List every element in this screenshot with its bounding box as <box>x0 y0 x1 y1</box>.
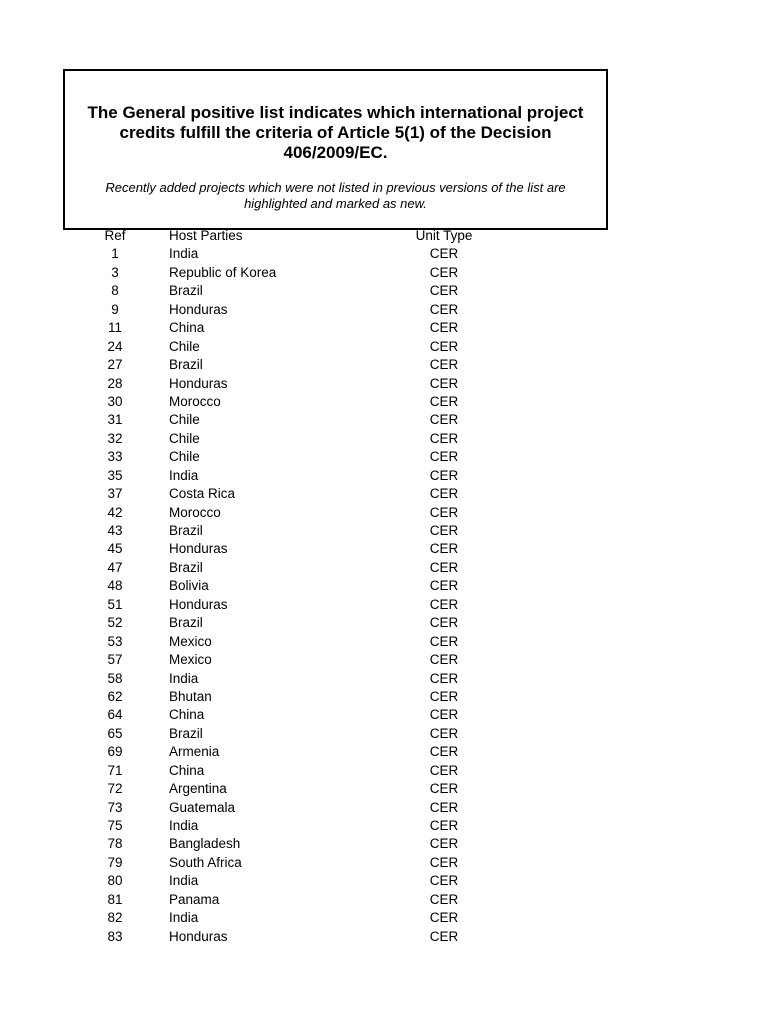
cell-ref: 11 <box>107 320 122 336</box>
cell-unit-type: CER <box>429 338 459 354</box>
cell-ref: 32 <box>107 430 123 446</box>
table-row <box>0 596 768 614</box>
cell-unit-type: CER <box>429 578 459 594</box>
cell-unit-type: CER <box>429 633 459 649</box>
document-title: The General positive list indicates which international project credits fulfill the criteria of Article 5(1) of the Decision 406/2009/EC. <box>87 103 584 162</box>
cell-unit-type: CER <box>429 264 459 280</box>
table-row <box>0 872 768 890</box>
cell-host-party: Chile <box>169 449 200 465</box>
cell-host-party: Argentina <box>169 781 227 797</box>
cell-host-party: Morocco <box>169 393 221 409</box>
table-row <box>0 891 768 909</box>
cell-host-party: Mexico <box>169 652 212 668</box>
positive-list-table <box>0 227 768 946</box>
cell-ref: 58 <box>107 670 123 686</box>
cell-host-party: Brazil <box>169 559 203 575</box>
cell-ref: 81 <box>107 891 123 907</box>
table-row <box>0 725 768 743</box>
table-row <box>0 854 768 872</box>
cell-host-party: China <box>169 762 205 778</box>
table-row <box>0 430 768 448</box>
cell-unit-type: CER <box>429 725 459 741</box>
cell-ref: 28 <box>107 375 123 391</box>
cell-ref: 42 <box>107 504 123 520</box>
cell-ref: 31 <box>107 412 123 428</box>
table-row <box>0 633 768 651</box>
cell-unit-type: CER <box>429 486 459 502</box>
table-row <box>0 485 768 503</box>
cell-unit-type: CER <box>429 781 459 797</box>
cell-ref: 35 <box>107 467 123 483</box>
table-row <box>0 522 768 540</box>
table-row <box>0 909 768 927</box>
cell-ref: 62 <box>107 688 123 704</box>
cell-unit-type: CER <box>429 707 459 723</box>
cell-ref: 53 <box>107 633 123 649</box>
cell-ref: 24 <box>107 338 123 354</box>
table-row <box>0 356 768 374</box>
cell-ref: 83 <box>107 928 123 944</box>
table-row <box>0 264 768 282</box>
table-row <box>0 245 768 263</box>
table-row <box>0 448 768 466</box>
cell-unit-type: CER <box>429 854 459 870</box>
cell-host-party: India <box>169 910 199 926</box>
cell-host-party: India <box>169 467 199 483</box>
cell-host-party: Honduras <box>169 375 228 391</box>
cell-unit-type: CER <box>429 818 459 833</box>
table-row <box>0 467 768 485</box>
table-row <box>0 928 768 946</box>
cell-host-party: South Africa <box>169 854 242 870</box>
cell-ref: 71 <box>107 762 123 778</box>
cell-host-party: Honduras <box>169 301 228 317</box>
cell-host-party: Chile <box>169 412 200 428</box>
document-subtitle: Recently added projects which were not listed in previous versions of the list are highlighted and marked as new. <box>105 180 566 211</box>
table-row <box>0 540 768 558</box>
cell-ref: 69 <box>107 744 123 760</box>
cell-host-party: Honduras <box>169 541 228 557</box>
table-row <box>0 393 768 411</box>
cell-ref: 57 <box>107 652 123 668</box>
cell-ref: 9 <box>111 301 119 317</box>
cell-ref: 3 <box>111 264 119 280</box>
cell-unit-type: CER <box>429 375 459 391</box>
cell-host-party: Bangladesh <box>169 836 241 852</box>
cell-ref: 79 <box>107 854 123 870</box>
cell-unit-type: CER <box>429 541 459 557</box>
table-row <box>0 835 768 853</box>
cell-unit-type: CER <box>429 762 459 778</box>
cell-ref: 47 <box>107 559 123 575</box>
cell-ref: 48 <box>107 578 123 594</box>
cell-unit-type: CER <box>429 928 459 944</box>
table-row <box>0 338 768 356</box>
cell-ref: 30 <box>107 393 123 409</box>
cell-ref: 43 <box>107 523 123 538</box>
cell-host-party: Panama <box>169 891 220 907</box>
cell-ref: 64 <box>107 707 123 723</box>
cell-host-party: Brazil <box>169 523 203 538</box>
table-row <box>0 670 768 688</box>
table-row <box>0 743 768 761</box>
cell-unit-type: CER <box>429 891 459 907</box>
cell-host-party: Costa Rica <box>169 486 236 502</box>
cell-host-party: Bolivia <box>169 578 209 594</box>
cell-unit-type: CER <box>429 467 459 483</box>
cell-host-party: Brazil <box>169 357 203 373</box>
cell-host-party: Brazil <box>169 283 203 299</box>
cell-host-party: Morocco <box>169 504 221 520</box>
table-row <box>0 375 768 393</box>
table-row <box>0 559 768 577</box>
cell-unit-type: CER <box>429 357 459 373</box>
cell-unit-type: CER <box>429 799 459 815</box>
header-box <box>63 69 608 230</box>
table-row <box>0 651 768 669</box>
cell-unit-type: CER <box>429 449 459 465</box>
cell-unit-type: CER <box>429 910 459 926</box>
cell-host-party: Guatemala <box>169 799 236 815</box>
cell-unit-type: CER <box>429 283 459 299</box>
table-row <box>0 706 768 724</box>
cell-unit-type: CER <box>429 670 459 686</box>
cell-ref: 72 <box>107 781 123 797</box>
cell-unit-type: CER <box>429 652 459 668</box>
cell-host-party: Mexico <box>169 633 212 649</box>
table-row <box>0 282 768 300</box>
cell-host-party: China <box>169 707 205 723</box>
cell-host-party: Chile <box>169 338 200 354</box>
cell-ref: 33 <box>107 449 123 465</box>
cell-host-party: China <box>169 320 205 336</box>
cell-host-party: India <box>169 818 199 833</box>
cell-host-party: Brazil <box>169 615 203 631</box>
cell-ref: 80 <box>107 873 123 889</box>
table-row <box>0 762 768 780</box>
cell-host-party: Chile <box>169 430 200 446</box>
cell-unit-type: CER <box>429 246 459 262</box>
cell-host-party: Republic of Korea <box>169 264 277 280</box>
cell-unit-type: CER <box>429 615 459 631</box>
cell-host-party: Honduras <box>169 596 228 612</box>
cell-ref: 82 <box>107 910 123 926</box>
table-row <box>0 411 768 429</box>
cell-unit-type: CER <box>429 320 459 336</box>
cell-unit-type: CER <box>429 688 459 704</box>
cell-host-party: Armenia <box>169 744 220 760</box>
cell-unit-type: CER <box>429 559 459 575</box>
table-body <box>0 245 768 946</box>
cell-ref: 75 <box>107 818 123 833</box>
cell-unit-type: CER <box>429 873 459 889</box>
cell-unit-type: CER <box>429 430 459 446</box>
cell-host-party: Brazil <box>169 725 203 741</box>
cell-ref: 45 <box>107 541 123 557</box>
table-row <box>0 688 768 706</box>
cell-unit-type: CER <box>429 744 459 760</box>
column-header-ref: Ref <box>104 228 126 243</box>
table-row <box>0 614 768 632</box>
table-row <box>0 577 768 595</box>
table-header-row <box>0 227 768 245</box>
cell-ref: 27 <box>107 357 123 373</box>
cell-ref: 78 <box>107 836 123 852</box>
table-row <box>0 301 768 319</box>
cell-unit-type: CER <box>429 836 459 852</box>
cell-host-party: India <box>169 873 199 889</box>
cell-host-party: India <box>169 246 199 262</box>
column-header-unit-type: Unit Type <box>415 228 473 243</box>
cell-ref: 52 <box>107 615 123 631</box>
cell-unit-type: CER <box>429 523 459 538</box>
cell-unit-type: CER <box>429 596 459 612</box>
table-row <box>0 817 768 835</box>
cell-ref: 8 <box>111 283 119 299</box>
table-row <box>0 780 768 798</box>
cell-unit-type: CER <box>429 504 459 520</box>
cell-ref: 51 <box>107 596 123 612</box>
table-row <box>0 319 768 337</box>
cell-host-party: Bhutan <box>169 688 212 704</box>
cell-unit-type: CER <box>429 393 459 409</box>
cell-ref: 65 <box>107 725 123 741</box>
table-row <box>0 504 768 522</box>
column-header-host-parties: Host Parties <box>169 228 243 243</box>
cell-ref: 73 <box>107 799 123 815</box>
table-row <box>0 799 768 817</box>
cell-host-party: Honduras <box>169 928 228 944</box>
cell-unit-type: CER <box>429 412 459 428</box>
cell-host-party: India <box>169 670 199 686</box>
cell-ref: 1 <box>111 246 119 262</box>
cell-unit-type: CER <box>429 301 459 317</box>
cell-ref: 37 <box>107 486 123 502</box>
